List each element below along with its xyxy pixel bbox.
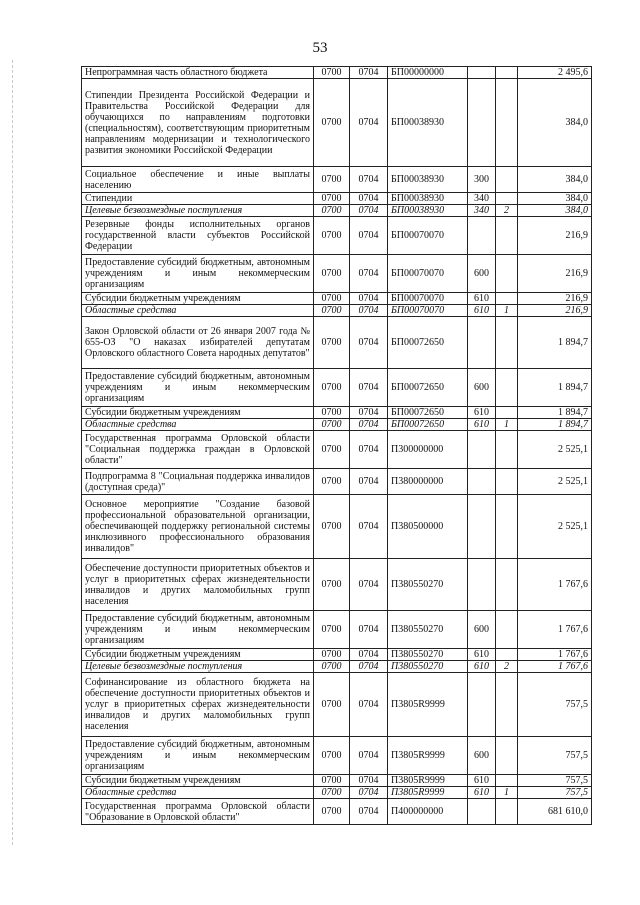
cell-amount: 1 894,7	[518, 419, 592, 431]
table-row	[82, 293, 592, 305]
cell-amount: 1 894,7	[518, 369, 592, 407]
cell-section: 0700	[314, 611, 350, 649]
cell-source: 1	[496, 787, 518, 799]
cell-source	[496, 317, 518, 369]
cell-expense-type	[468, 217, 496, 255]
cell-target-article: БП00000000	[388, 67, 468, 79]
cell-name: Областные средства	[82, 305, 314, 317]
cell-amount: 2 525,1	[518, 495, 592, 559]
budget-table	[81, 66, 592, 825]
cell-name: Предоставление субсидий бюджетным, автономным учреждениям и иным некоммерческим организациям	[82, 611, 314, 649]
cell-subsection: 0704	[350, 775, 388, 787]
margin-line	[12, 60, 13, 845]
cell-source: 2	[496, 661, 518, 673]
cell-name: Субсидии бюджетным учреждениям	[82, 293, 314, 305]
cell-name: Областные средства	[82, 419, 314, 431]
table-row	[82, 255, 592, 293]
cell-source	[496, 495, 518, 559]
cell-amount: 2 495,6	[518, 67, 592, 79]
cell-source: 2	[496, 205, 518, 217]
cell-target-article: П3805R9999	[388, 775, 468, 787]
cell-subsection: 0704	[350, 205, 388, 217]
cell-amount: 216,9	[518, 293, 592, 305]
cell-subsection: 0704	[350, 495, 388, 559]
page-number: 53	[312, 40, 328, 56]
cell-amount: 1 894,7	[518, 317, 592, 369]
cell-name: Резервные фонды исполнительных органов государственной власти субъектов Российской Федерации	[82, 217, 314, 255]
cell-amount: 384,0	[518, 205, 592, 217]
table-body	[82, 67, 592, 825]
cell-source	[496, 431, 518, 469]
cell-amount: 2 525,1	[518, 469, 592, 495]
table-row	[82, 611, 592, 649]
cell-expense-type	[468, 317, 496, 369]
table-row	[82, 193, 592, 205]
cell-name: Закон Орловской области от 26 января 2007 года № 655-ОЗ "О наказах избирателей депутатам Орловского областного Совета народных депутатов"	[82, 317, 314, 369]
cell-target-article: П380550270	[388, 661, 468, 673]
cell-expense-type: 610	[468, 787, 496, 799]
cell-target-article: БП00072650	[388, 317, 468, 369]
table-row	[82, 787, 592, 799]
cell-source	[496, 167, 518, 193]
cell-section: 0700	[314, 419, 350, 431]
cell-section: 0700	[314, 649, 350, 661]
cell-amount: 384,0	[518, 193, 592, 205]
cell-amount: 384,0	[518, 167, 592, 193]
cell-expense-type	[468, 673, 496, 737]
cell-name: Предоставление субсидий бюджетным, автономным учреждениям и иным некоммерческим организациям	[82, 369, 314, 407]
cell-section: 0700	[314, 407, 350, 419]
cell-subsection: 0704	[350, 293, 388, 305]
cell-section: 0700	[314, 737, 350, 775]
cell-target-article: БП00070070	[388, 293, 468, 305]
cell-expense-type	[468, 495, 496, 559]
cell-section: 0700	[314, 661, 350, 673]
table-row	[82, 673, 592, 737]
cell-amount: 1 767,6	[518, 649, 592, 661]
cell-subsection: 0704	[350, 255, 388, 293]
cell-section: 0700	[314, 317, 350, 369]
cell-source	[496, 469, 518, 495]
cell-name: Субсидии бюджетным учреждениям	[82, 775, 314, 787]
cell-name: Областные средства	[82, 787, 314, 799]
cell-target-article: БП00038930	[388, 193, 468, 205]
table-row	[82, 407, 592, 419]
cell-section: 0700	[314, 431, 350, 469]
cell-subsection: 0704	[350, 67, 388, 79]
cell-target-article: П380550270	[388, 611, 468, 649]
cell-amount: 757,5	[518, 673, 592, 737]
cell-source	[496, 79, 518, 167]
cell-target-article: П380000000	[388, 469, 468, 495]
cell-expense-type	[468, 79, 496, 167]
cell-name: Обеспечение доступности приоритетных объектов и услуг в приоритетных сферах жизнедеятельности инвалидов и других маломобильных групп населения	[82, 559, 314, 611]
cell-expense-type: 600	[468, 255, 496, 293]
cell-expense-type: 610	[468, 419, 496, 431]
cell-name: Софинансирование из областного бюджета на обеспечение доступности приоритетных объектов и услуг в приоритетных сферах жизнедеятельности инвалидов и других маломобильных групп населения	[82, 673, 314, 737]
cell-name: Основное мероприятие "Создание базовой профессиональной образовательной организации, обеспечивающей поддержку региональной системы инклюзивного профессионального образования инвалидов"	[82, 495, 314, 559]
cell-subsection: 0704	[350, 737, 388, 775]
cell-section: 0700	[314, 369, 350, 407]
cell-amount: 1 894,7	[518, 407, 592, 419]
cell-source	[496, 293, 518, 305]
cell-amount: 216,9	[518, 217, 592, 255]
table-row	[82, 661, 592, 673]
cell-target-article: БП00070070	[388, 255, 468, 293]
cell-subsection: 0704	[350, 217, 388, 255]
cell-expense-type	[468, 469, 496, 495]
cell-source	[496, 217, 518, 255]
cell-source: 1	[496, 305, 518, 317]
cell-section: 0700	[314, 67, 350, 79]
cell-section: 0700	[314, 167, 350, 193]
cell-target-article: БП00038930	[388, 167, 468, 193]
cell-subsection: 0704	[350, 305, 388, 317]
cell-target-article: БП00072650	[388, 369, 468, 407]
cell-expense-type	[468, 431, 496, 469]
cell-section: 0700	[314, 673, 350, 737]
cell-amount: 757,5	[518, 787, 592, 799]
cell-target-article: П300000000	[388, 431, 468, 469]
cell-expense-type	[468, 559, 496, 611]
cell-section: 0700	[314, 217, 350, 255]
table-row	[82, 431, 592, 469]
cell-name: Подпрограмма 8 "Социальная поддержка инвалидов (доступная среда)"	[82, 469, 314, 495]
cell-subsection: 0704	[350, 419, 388, 431]
cell-source	[496, 255, 518, 293]
cell-source	[496, 799, 518, 825]
cell-target-article: БП00038930	[388, 205, 468, 217]
cell-expense-type: 340	[468, 205, 496, 217]
cell-name: Целевые безвозмездные поступления	[82, 661, 314, 673]
cell-target-article: БП00038930	[388, 79, 468, 167]
cell-amount: 757,5	[518, 737, 592, 775]
cell-expense-type	[468, 799, 496, 825]
cell-expense-type: 610	[468, 649, 496, 661]
cell-subsection: 0704	[350, 611, 388, 649]
cell-expense-type: 300	[468, 167, 496, 193]
cell-subsection: 0704	[350, 799, 388, 825]
cell-name: Субсидии бюджетным учреждениям	[82, 407, 314, 419]
table-row	[82, 649, 592, 661]
cell-expense-type: 340	[468, 193, 496, 205]
table-row	[82, 775, 592, 787]
cell-source	[496, 67, 518, 79]
cell-source	[496, 775, 518, 787]
cell-amount: 384,0	[518, 79, 592, 167]
table-row	[82, 799, 592, 825]
cell-name: Социальное обеспечение и иные выплаты населению	[82, 167, 314, 193]
cell-section: 0700	[314, 799, 350, 825]
cell-expense-type: 610	[468, 661, 496, 673]
cell-expense-type: 600	[468, 737, 496, 775]
cell-name: Государственная программа Орловской области "Образование в Орловской области"	[82, 799, 314, 825]
cell-subsection: 0704	[350, 559, 388, 611]
table-row	[82, 217, 592, 255]
cell-name: Стипендии Президента Российской Федерации и Правительства Российской Федерации для обучающихся по направлениям подготовки (специальностям), соответствующим приоритетным направлениям модернизации и технологического развития экономики Российской Федерации	[82, 79, 314, 167]
table-row	[82, 67, 592, 79]
cell-source	[496, 559, 518, 611]
cell-target-article: БП00070070	[388, 217, 468, 255]
cell-subsection: 0704	[350, 649, 388, 661]
cell-amount: 2 525,1	[518, 431, 592, 469]
cell-source	[496, 193, 518, 205]
cell-subsection: 0704	[350, 193, 388, 205]
cell-target-article: БП00072650	[388, 419, 468, 431]
cell-expense-type: 600	[468, 369, 496, 407]
cell-amount: 216,9	[518, 305, 592, 317]
cell-target-article: П400000000	[388, 799, 468, 825]
table-row	[82, 469, 592, 495]
table-row	[82, 317, 592, 369]
cell-expense-type: 610	[468, 293, 496, 305]
cell-target-article: П380500000	[388, 495, 468, 559]
cell-name: Предоставление субсидий бюджетным, автономным учреждениям и иным некоммерческим организациям	[82, 737, 314, 775]
cell-amount: 1 767,6	[518, 559, 592, 611]
cell-subsection: 0704	[350, 317, 388, 369]
cell-source	[496, 673, 518, 737]
cell-source	[496, 407, 518, 419]
cell-subsection: 0704	[350, 407, 388, 419]
cell-expense-type: 610	[468, 775, 496, 787]
cell-section: 0700	[314, 205, 350, 217]
cell-target-article: П3805R9999	[388, 737, 468, 775]
cell-section: 0700	[314, 495, 350, 559]
table-row	[82, 167, 592, 193]
cell-target-article: П380550270	[388, 559, 468, 611]
cell-amount: 216,9	[518, 255, 592, 293]
table-row	[82, 305, 592, 317]
cell-section: 0700	[314, 193, 350, 205]
table-row	[82, 205, 592, 217]
table-row	[82, 419, 592, 431]
cell-amount: 1 767,6	[518, 611, 592, 649]
cell-section: 0700	[314, 293, 350, 305]
cell-section: 0700	[314, 255, 350, 293]
cell-name: Целевые безвозмездные поступления	[82, 205, 314, 217]
cell-expense-type	[468, 67, 496, 79]
cell-amount: 1 767,6	[518, 661, 592, 673]
cell-section: 0700	[314, 469, 350, 495]
cell-source	[496, 737, 518, 775]
table-row	[82, 559, 592, 611]
cell-name: Государственная программа Орловской области "Социальная поддержка граждан в Орловской области"	[82, 431, 314, 469]
cell-subsection: 0704	[350, 787, 388, 799]
cell-subsection: 0704	[350, 369, 388, 407]
cell-source	[496, 611, 518, 649]
table-row	[82, 737, 592, 775]
cell-name: Стипендии	[82, 193, 314, 205]
cell-amount: 681 610,0	[518, 799, 592, 825]
cell-subsection: 0704	[350, 661, 388, 673]
cell-name: Непрограммная часть областного бюджета	[82, 67, 314, 79]
cell-target-article: БП00070070	[388, 305, 468, 317]
cell-section: 0700	[314, 79, 350, 167]
table-row	[82, 369, 592, 407]
cell-source	[496, 369, 518, 407]
cell-target-article: БП00072650	[388, 407, 468, 419]
cell-target-article: П3805R9999	[388, 787, 468, 799]
cell-source: 1	[496, 419, 518, 431]
table-row	[82, 79, 592, 167]
cell-subsection: 0704	[350, 167, 388, 193]
cell-subsection: 0704	[350, 469, 388, 495]
cell-section: 0700	[314, 559, 350, 611]
cell-subsection: 0704	[350, 431, 388, 469]
cell-section: 0700	[314, 775, 350, 787]
cell-section: 0700	[314, 305, 350, 317]
cell-source	[496, 649, 518, 661]
table-row	[82, 495, 592, 559]
cell-expense-type: 610	[468, 305, 496, 317]
cell-subsection: 0704	[350, 79, 388, 167]
cell-target-article: П3805R9999	[388, 673, 468, 737]
cell-section: 0700	[314, 787, 350, 799]
cell-name: Субсидии бюджетным учреждениям	[82, 649, 314, 661]
cell-amount: 757,5	[518, 775, 592, 787]
cell-expense-type: 610	[468, 407, 496, 419]
cell-subsection: 0704	[350, 673, 388, 737]
cell-name: Предоставление субсидий бюджетным, автономным учреждениям и иным некоммерческим организациям	[82, 255, 314, 293]
cell-target-article: П380550270	[388, 649, 468, 661]
cell-expense-type: 600	[468, 611, 496, 649]
